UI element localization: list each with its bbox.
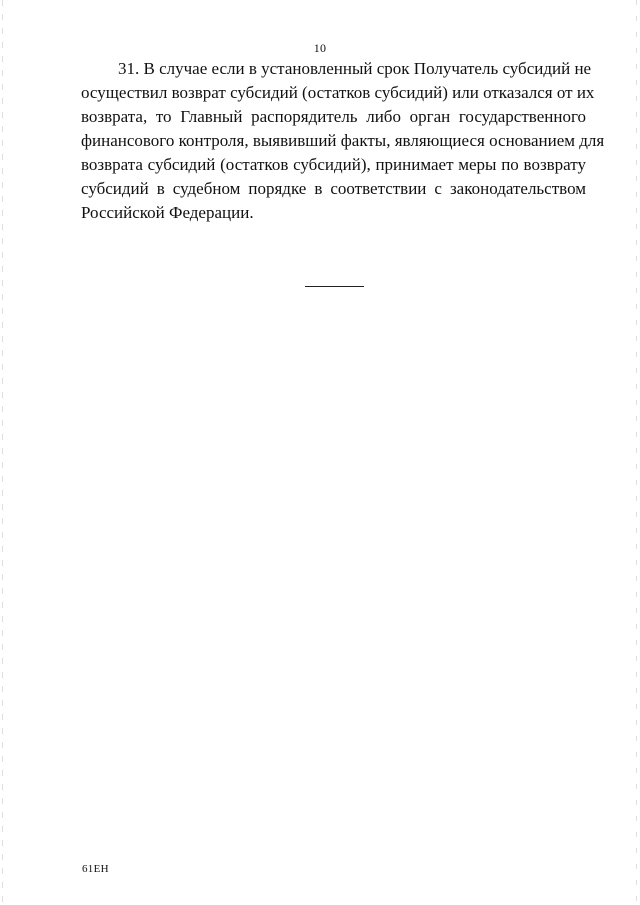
page-number: 10 <box>313 41 327 55</box>
paragraph-line: возврата, то Главный распорядитель либо орган государственного <box>81 107 586 126</box>
paragraph-line: субсидий в судебном порядке в соответствии с законодательством <box>81 179 586 198</box>
scan-edge-left <box>2 0 3 905</box>
paragraph-line: Российской Федерации. <box>81 203 254 222</box>
end-of-document-rule <box>305 286 364 287</box>
paragraph-line: финансового контроля, выявивший факты, являющиеся основанием для <box>81 131 605 150</box>
paragraph-line: 31. В случае если в установленный срок Получатель субсидий не <box>118 59 592 78</box>
scan-edge-right <box>636 0 637 905</box>
document-code: 61EH <box>82 863 109 875</box>
paragraph-line: возврата субсидий (остатков субсидий), принимает меры по возврату <box>81 155 586 174</box>
paragraph-line: осуществил возврат субсидий (остатков субсидий) или отказался от их <box>81 83 595 102</box>
paragraph-31 <box>81 57 605 225</box>
